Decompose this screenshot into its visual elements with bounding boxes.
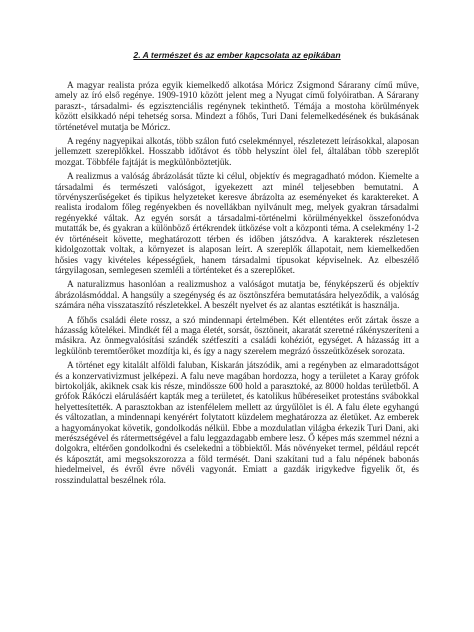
section-heading: 2. A természet és az ember kapcsolata az epikában xyxy=(133,50,341,60)
paragraph-novel-genre: A regény nagyepikai alkotás, több szálon futó cselekménnyel, részletezett leírásokkal, alaposan jellemzett szereplőkkel. Hosszabb időtávot és több helyszínt ölel fel, általában több szereplőt mozgat. Többféle fajtáját is megkülönböztetjük. xyxy=(55,136,419,167)
paragraph-realism: A realizmus a valóság ábrázolását tűzte ki célul, objektív és megragadható módon. Kiemelte a társadalmi és természeti valóságot, igyekezett azt minél teljesebben bemutatni. A törvényszerűségeket és tipikus helyzeteket keresve ábrázolta az eseményeket és karaktereket. A realista irodalom főleg regényekben és novellákban nyilvánult meg, melyek gyakran társadalmi regényekké váltak. Az egyén sorsát a társadalmi-történelmi körülményekkel összefonódva mutatták be, és gyakran a különböző értékrendek ütközése volt a központi téma. A cselekmény 1-2 év történéseit követte, meghatározott térben és időben játszódva. A karakterek részletesen kidolgozottak voltak, a környezet is alaposan leírt. A szereplők állapotait, nem kiemelkedően hősies vagy kivételes képességűek, hanem társadalmi típusokat képviselnek. Az elbeszélő tárgyilagosan, semlegesen szemléli a történteket és a szereplőket. xyxy=(55,171,419,275)
paragraph-intro: A magyar realista próza egyik kiemelkedő alkotása Móricz Zsigmond Sárarany című műve, amely az író első regénye. 1909-1910 között jelent meg a Nyugat című folyóiratban. A Sárarany paraszt-, társadalmi- és egzisztenciális regénynek tekinthető. Témája a mostoha körülmények között elsikkadó népi tehetség sorsa. Mindezt a főhős, Turi Dani felemelkedésének és bukásának történetével mutatja be Móricz. xyxy=(55,80,419,132)
paragraph-naturalism: A naturalizmus hasonlóan a realizmushoz a valóságot mutatja be, fényképszerű és objektív ábrázolásmóddal. A hangsúly a szegénység és az ösztönszféra bemutatására helyeződik, a valóság számára néha visszataszító részletekkel. A beszélt nyelvet és az alantas esztétikát is használja. xyxy=(55,279,419,311)
body-text xyxy=(55,80,419,489)
paragraph-story-setting: A történet egy kitalált alföldi faluban, Kiskarán játszódik, ami a regényben az elmaradottságot és a konzervativizmust jelképezi. A falu neve magában hordozza, hogy a területet a Karay grófok birtokolják, akiknek csak kis része, mindössze 600 hold a parasztoké, az 8000 holdas területből. A grófok Rákóczi elárulásáért kapták meg a területet, és katolikus hűbéreseiket protestáns svábokkal helyettesítették. A parasztokban az istenfélelem mellett az úrgyűlölet is él. A falu élete egyhangú és változatlan, a mindennapi kenyérért folytatott küzdelem meghatározza az életüket. Az emberek a hagyományokat követik, gondolkodás nélkül. Ebbe a mozdulatlan világba érkezik Turi Dani, aki merészségével és rátermettségével a falu leggazdagabb embere lesz. Ő képes más szemmel nézni a dolgokra, eltérően gondolkodni és cselekedni a többiektől. Más növényeket termel, például repcét és káposztát, ami megsokszorozza a föld termését. Dani szakítani tud a falu népének babonás hiedelmeivel, és évről évre nővéli vagyonát. Emiatt a gazdák irigykedve figyelik őt, és rosszindulattal beszélnek róla. xyxy=(55,360,419,485)
paragraph-family-life: A főhős családi élete rossz, a szó mindennapi értelmében. Két ellentétes erőt zártak össze a házasság kötelékei. Mindkét fél a maga életét, sorsát, ösztöneit, akaratát szeretné rákényszeríteni a másikra. Az önmegvalósítási szándék szétfeszíti a családi kohéziót, egységet. A házasság itt a legkülönb teremtőerőket mozdítja ki, és így a nagy szerelem megrázó összeütközések sorozata. xyxy=(55,314,419,356)
